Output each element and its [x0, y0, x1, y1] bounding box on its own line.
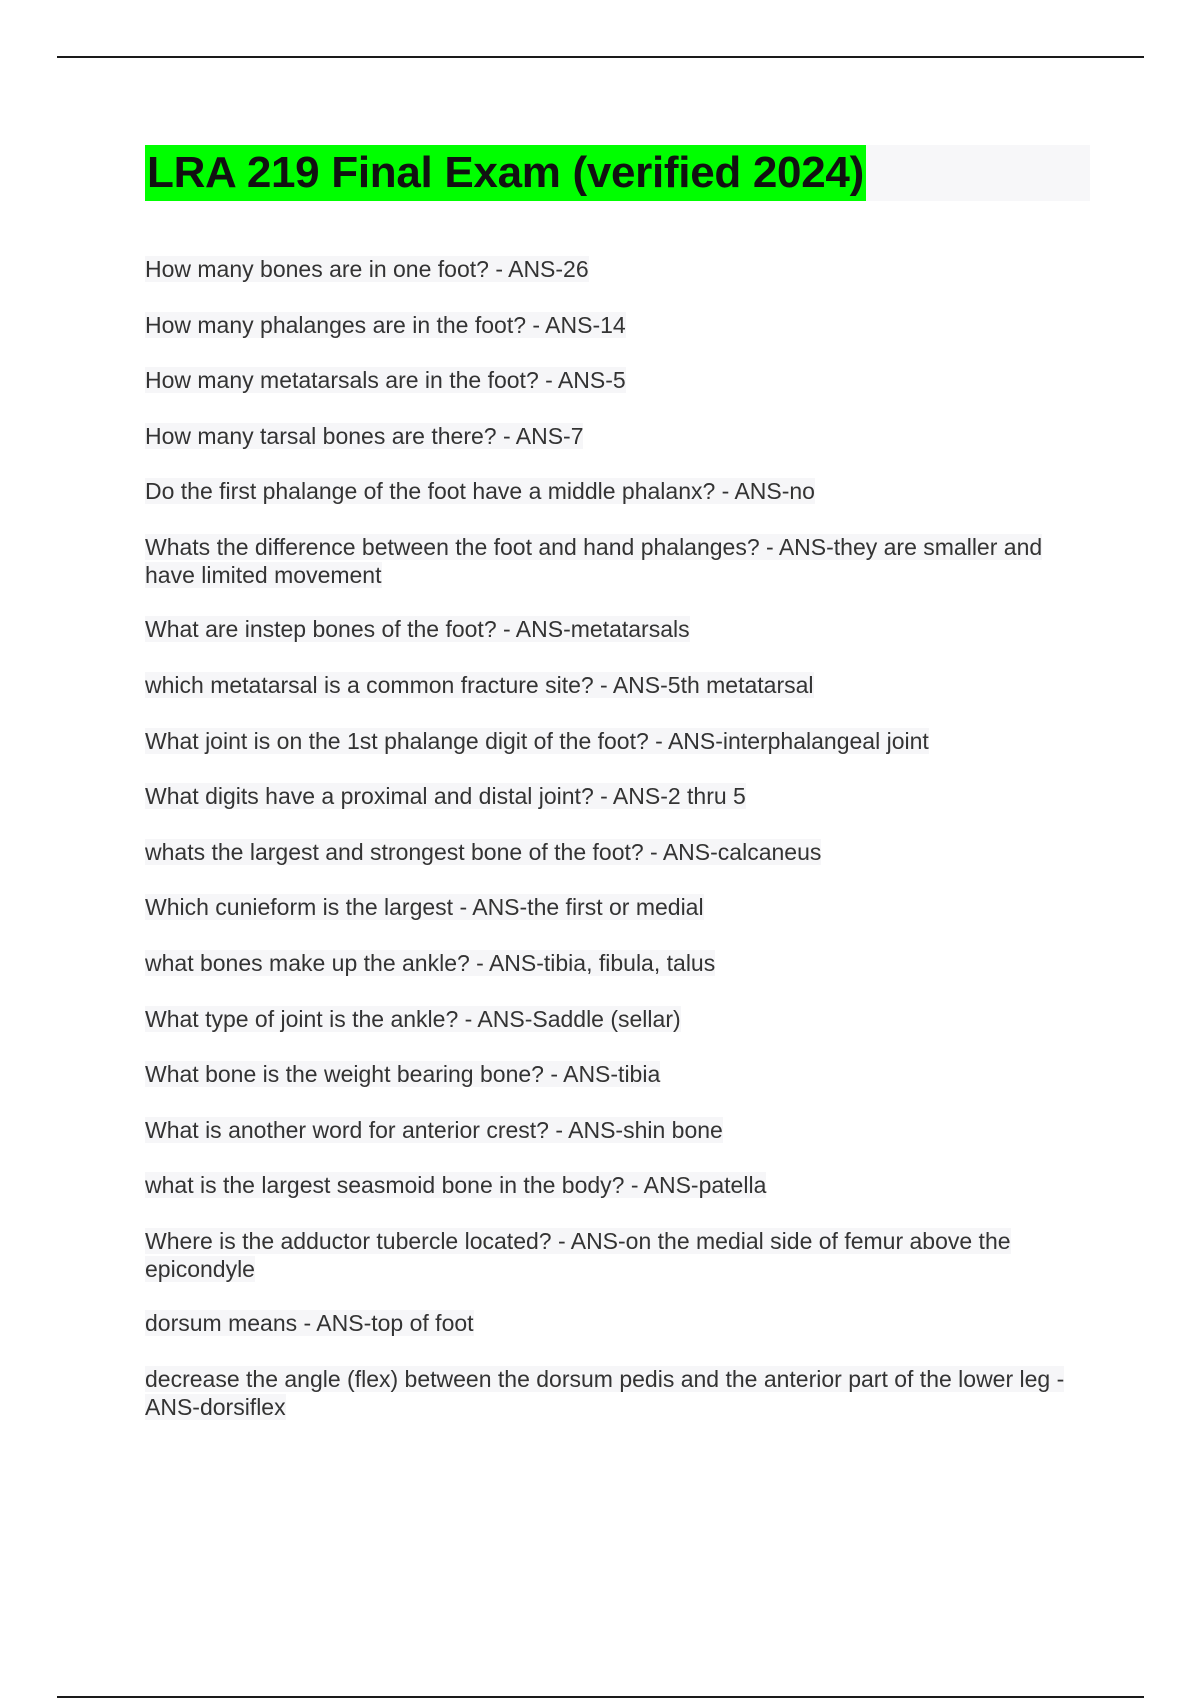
- qa-item: [145, 533, 1095, 589]
- qa-item-text: How many metatarsals are in the foot? - ANS-5: [145, 367, 626, 393]
- qa-item: [145, 949, 1095, 977]
- document-title: LRA 219 Final Exam (verified 2024): [145, 145, 866, 201]
- qa-item: [145, 1116, 1095, 1144]
- qa-item-text: dorsum means - ANS-top of foot: [145, 1310, 474, 1336]
- qa-item-text: what is the largest seasmoid bone in the body? - ANS-patella: [145, 1172, 767, 1198]
- qa-item-text: which metatarsal is a common fracture site? - ANS-5th metatarsal: [145, 672, 814, 698]
- qa-item: [145, 255, 1095, 283]
- top-rule: [57, 56, 1144, 58]
- qa-item: [145, 671, 1095, 699]
- qa-item-text: What type of joint is the ankle? - ANS-Saddle (sellar): [145, 1006, 681, 1032]
- qa-item: [145, 1309, 1095, 1337]
- qa-item: [145, 1060, 1095, 1088]
- qa-item-text: What is another word for anterior crest? - ANS-shin bone: [145, 1117, 723, 1143]
- qa-list: [145, 255, 1095, 1421]
- qa-item: [145, 311, 1095, 339]
- bottom-rule: [57, 1696, 1144, 1698]
- qa-item: [145, 477, 1095, 505]
- qa-item-text: What bone is the weight bearing bone? - ANS-tibia: [145, 1061, 661, 1087]
- qa-item-text: what bones make up the ankle? - ANS-tibia, fibula, talus: [145, 950, 716, 976]
- qa-item: [145, 1365, 1095, 1421]
- qa-item-text: What are instep bones of the foot? - ANS-metatarsals: [145, 616, 690, 642]
- qa-item: [145, 838, 1095, 866]
- qa-item: [145, 893, 1095, 921]
- qa-item-text: whats the largest and strongest bone of the foot? - ANS-calcaneus: [145, 839, 822, 865]
- qa-item: [145, 1005, 1095, 1033]
- qa-item-text: How many tarsal bones are there? - ANS-7: [145, 423, 584, 449]
- qa-item: [145, 1227, 1095, 1283]
- qa-item-text: Whats the difference between the foot and hand phalanges? - ANS-they are smaller and have limited movement: [145, 534, 1043, 588]
- qa-item-text: How many phalanges are in the foot? - ANS-14: [145, 312, 626, 338]
- qa-item: [145, 615, 1095, 643]
- qa-item-text: What digits have a proximal and distal joint? - ANS-2 thru 5: [145, 783, 746, 809]
- qa-item: [145, 366, 1095, 394]
- qa-item: [145, 782, 1095, 810]
- qa-item-text: decrease the angle (flex) between the dorsum pedis and the anterior part of the lower leg - ANS-dorsiflex: [145, 1366, 1065, 1420]
- qa-item: [145, 727, 1095, 755]
- qa-item-text: Where is the adductor tubercle located? - ANS-on the medial side of femur above the epicondyle: [145, 1228, 1011, 1282]
- qa-item: [145, 422, 1095, 450]
- qa-item-text: Which cunieform is the largest - ANS-the first or medial: [145, 894, 704, 920]
- qa-item-text: Do the first phalange of the foot have a middle phalanx? - ANS-no: [145, 478, 815, 504]
- qa-item: [145, 1171, 1095, 1199]
- qa-item-text: What joint is on the 1st phalange digit of the foot? - ANS-interphalangeal joint: [145, 728, 929, 754]
- qa-item-text: How many bones are in one foot? - ANS-26: [145, 256, 589, 282]
